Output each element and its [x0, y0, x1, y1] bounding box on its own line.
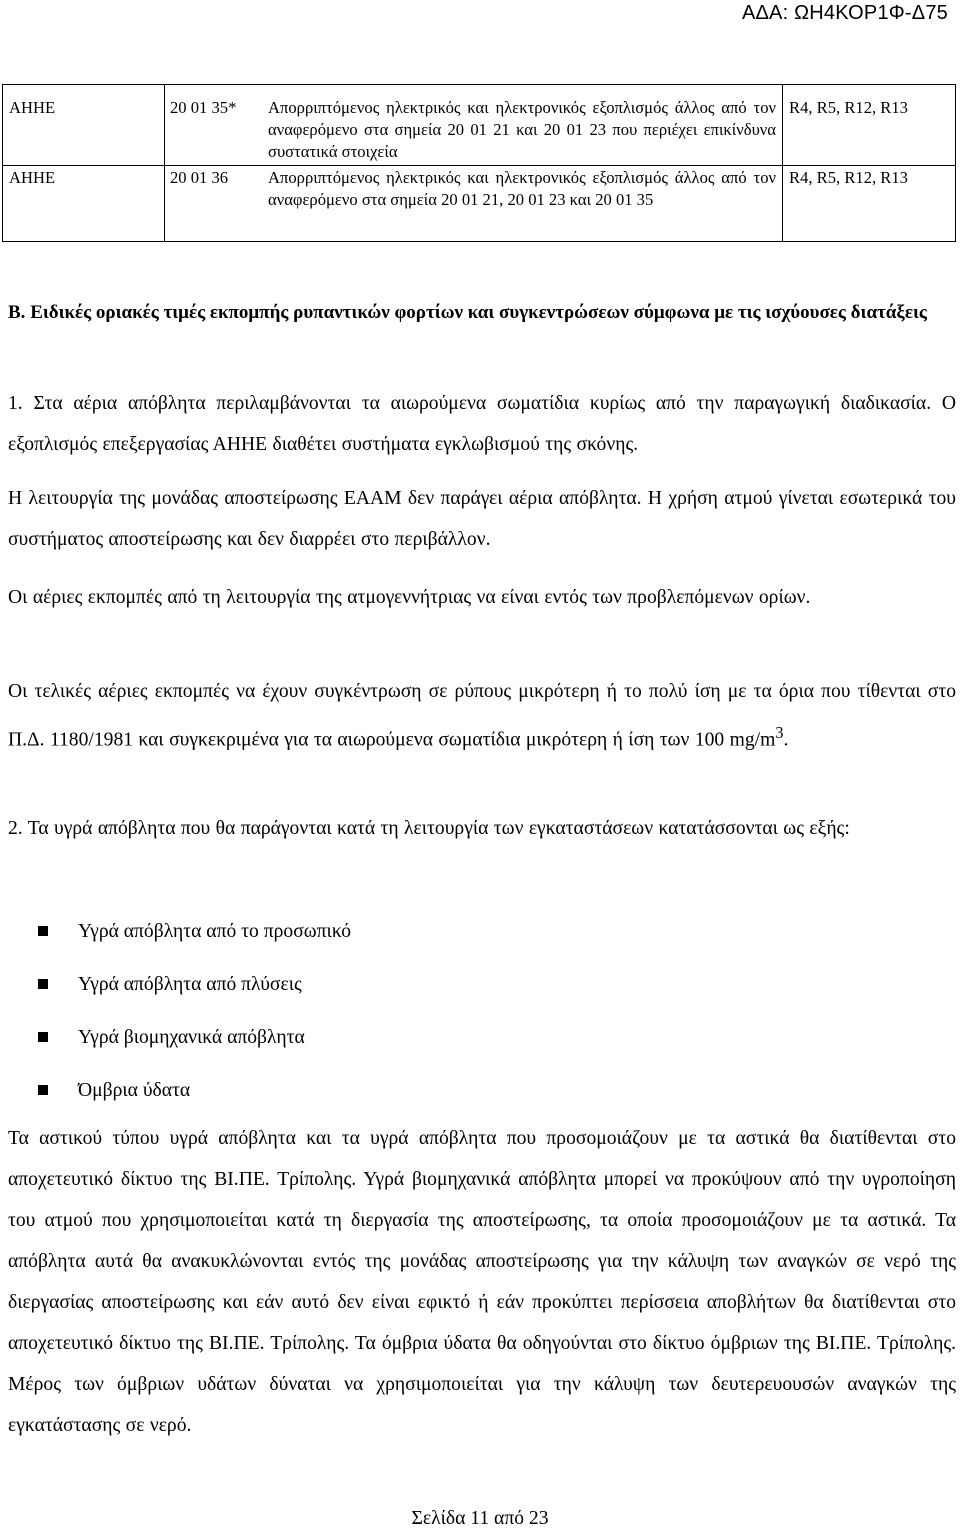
document-ada-code: ΑΔΑ: ΩΗ4ΚΟΡ1Φ-Δ75 [741, 2, 948, 24]
table-row [3, 85, 956, 166]
unit-superscript: 3 [775, 723, 784, 742]
paragraph-air-emissions: 1. Στα αέρια απόβλητα περιλαμβάνονται τα αιωρούμενα σωματίδια κυρίως από την παραγωγική διαδικασία. Ο εξοπλισμός επεξεργασίας ΑΗΗΕ διαθέτει συστήματα εγκλωβισμού της σκόνης. [8, 393, 956, 455]
liquid-waste-list [38, 905, 351, 1117]
paragraph-emission-limits [8, 671, 956, 761]
emission-limits-text: Οι τελικές αέριες εκπομπές να έχουν συγκέντρωση σε ρύπους μικρότερη ή το πολύ ίση με τα όρια που τίθενται στο Π.Δ. 1180/1981 και συγκεκριμένα για τα αιωρούμενα σωματίδια μικρότερη ή ίση των 100 mg/m [8, 681, 956, 751]
list-item [38, 1011, 351, 1064]
square-bullet-icon [38, 979, 48, 989]
recovery-operations-cell: R4, R5, R12, R13 [783, 85, 956, 166]
paragraph-liquid-waste-disposal: Τα αστικού τύπου υγρά απόβλητα και τα υγρά απόβλητα που προσομοιάζουν με τα αστικά θα διατίθενται στο αποχετευτικό δίκτυο της ΒΙ.ΠΕ. Τρίπολης. Υγρά βιομηχανικά απόβλητα μπορεί να προκύψουν από την υγροποίηση του ατμού που χρησιμοποιείται κατά τη διεργασία της αποστείρωσης, τα οποία προσομοιάζουν με τα αστικά. Τα απόβλητα αυτά θα ανακυκλώνονται εντός της μονάδας αποστείρωσης για την κάλυψη των αναγκών σε νερό της διεργασίας αποστείρωσης και εάν αυτό δεν είναι εφικτό ή εάν προκύπτει περίσσεια αποβλήτων θα διατίθενται στο αποχετευτικό δίκτυο της ΒΙ.ΠΕ. Τρίπολης. Τα όμβρια ύδατα θα οδηγούνται στο δίκτυο όμβριων της ΒΙ.ΠΕ. Τρίπολης. Μέρος των όμβριων υδάτων δύναται να χρησιμοποιείται για την κάλυψη των δευτερευουσών αναγκών της εγκατάστασης σε νερό. [8, 1128, 956, 1436]
recovery-operations-cell: R4, R5, R12, R13 [783, 166, 956, 242]
waste-code-cell: 20 01 36 [165, 166, 269, 242]
list-item-label: Όμβρια ύδατα [78, 1080, 191, 1101]
paragraph-liquid-waste-intro: 2. Τα υγρά απόβλητα που θα παράγονται κατά τη λειτουργία των εγκαταστάσεων κατατάσσονται ως εξής: [8, 818, 850, 839]
list-item [38, 1064, 351, 1117]
square-bullet-icon [38, 926, 48, 936]
waste-description-cell: Απορριπτόμενος ηλεκτρικός και ηλεκτρονικός εξοπλισμός άλλος από τον αναφερόμενο στα σημεία 20 01 21 και 20 01 23 που περιέχει επικίνδυνα συστατικά στοιχεία [268, 85, 783, 166]
list-item-label: Υγρά βιομηχανικά απόβλητα [78, 1027, 305, 1048]
section-b-marker: Β. [8, 302, 26, 323]
list-item [38, 958, 351, 1011]
list-item-label: Υγρά απόβλητα από πλύσεις [78, 974, 302, 995]
table-row [3, 166, 956, 242]
waste-code-cell: 20 01 35* [165, 85, 269, 166]
waste-category-cell: ΑΗΗΕ [3, 166, 165, 242]
emission-limits-end: . [783, 729, 789, 751]
square-bullet-icon [38, 1085, 48, 1095]
section-b-heading [8, 292, 956, 333]
waste-category-cell: ΑΗΗΕ [3, 85, 165, 166]
waste-codes-table [2, 84, 956, 242]
list-item [38, 905, 351, 958]
page-number-footer: Σελίδα 11 από 23 [411, 1508, 549, 1529]
paragraph-sterilization-unit: Η λειτουργία της μονάδας αποστείρωσης ΕΑΑΜ δεν παράγει αέρια απόβλητα. Η χρήση ατμού γίνεται εσωτερικά του συστήματος αποστείρωσης και δεν διαρρέει στο περιβάλλον. [8, 488, 956, 550]
waste-description-cell: Απορριπτόμενος ηλεκτρικός και ηλεκτρονικός εξοπλισμός άλλος από τον αναφερόμενο στα σημεία 20 01 21, 20 01 23 και 20 01 35 [268, 166, 783, 242]
paragraph-steam-generator: Οι αέριες εκπομπές από τη λειτουργία της ατμογεννήτριας να είναι εντός των προβλεπόμενων ορίων. [8, 587, 811, 608]
section-b-title: Ειδικές οριακές τιμές εκπομπής ρυπαντικών φορτίων και συγκεντρώσεων σύμφωνα με τις ισχύουσες διατάξεις [30, 302, 927, 323]
list-item-label: Υγρά απόβλητα από το προσωπικό [78, 921, 352, 942]
square-bullet-icon [38, 1032, 48, 1042]
